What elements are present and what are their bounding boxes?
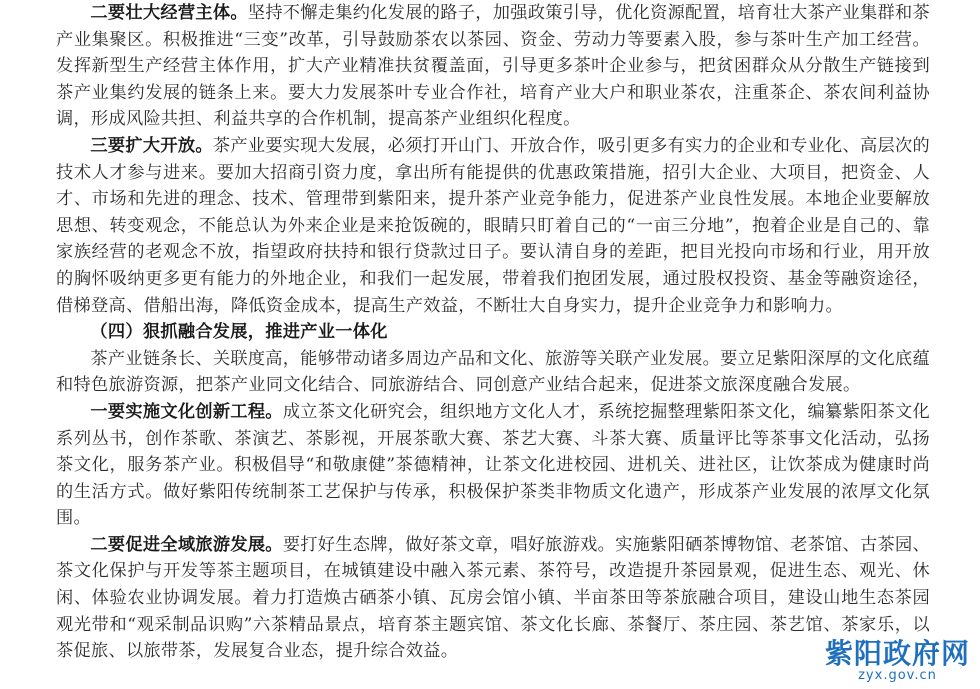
watermark-title: 紫阳政府网 bbox=[824, 637, 970, 670]
paragraph-text: 茶产业链条长、关联度高，能够带动诸多周边产品和文化、旅游等关联产业发展。要立足紫阳深厚的文化底蕴和特色旅游资源，把茶产业同文化结合、同旅游结合、同创意产业结合起来，促进茶文旅深度融合发展。 bbox=[56, 348, 930, 396]
paragraph-tourism bbox=[56, 532, 930, 665]
section-heading: （四）狠抓融合发展，推进产业一体化 bbox=[90, 322, 388, 343]
site-watermark bbox=[825, 639, 970, 683]
paragraph-lead: 三要扩大开放。 bbox=[90, 135, 213, 156]
paragraph-expand-operators bbox=[56, 0, 930, 133]
paragraph-culture-project bbox=[56, 399, 930, 532]
paragraph-text: 成立茶文化研究会，组织地方文化人才，系统挖掘整理紫阳茶文化，编纂紫阳茶文化系列丛书，创作茶歌、茶演艺、茶影视，开展茶歌大赛、茶艺大赛、斗茶大赛、质量评比等茶事文化活动，弘扬茶文化，服务茶产业。积极倡导“和敬康健”茶德精神，让茶文化进校园、进机关、进社区，让饮茶成为健康时尚的生活方式。做好紫阳传统制茶工艺保护与传承，积极保护茶类非物质文化遗产，形成茶产业发展的浓厚文化氛围。 bbox=[56, 401, 930, 529]
paragraph-opening-up bbox=[56, 133, 930, 319]
paragraph-text: 坚持不懈走集约化发展的路子，加强政策引导，优化资源配置，培育壮大茶产业集群和茶产业集聚区。积极推进“三变”改革，引导鼓励茶农以茶园、资金、劳动力等要素入股，参与茶叶生产加工经营。发挥新型生产经营主体作用，扩大产业精准扶贫覆盖面，引导更多茶叶企业参与，把贫困群众从分散生产链接到茶产业集约发展的链条上来。要大力发展茶叶专业合作社，培育产业大户和职业茶农，注重茶企、茶农间利益协调，形成风险共担、利益共享的合作机制，提高茶产业组织化程度。 bbox=[56, 3, 931, 130]
paragraph-lead: 一要实施文化创新工程。 bbox=[90, 401, 283, 422]
paragraph-lead: 二要促进全域旅游发展。 bbox=[90, 534, 283, 555]
paragraph-text: 茶产业要实现大发展，必须打开山门、开放合作，吸引更多有实力的企业和专业化、高层次的技术人才参与进来。要加大招商引资力度，拿出所有能提供的优惠政策措施，招引大企业、大项目，把资金、人才、市场和先进的理念、技术、管理带到紫阳来，提升茶产业竞争能力，促进茶产业良性发展。本地企业要解放思想、转变观念，不能总认为外来企业是来抢饭碗的，眼睛只盯着自己的“一亩三分地”，抱着企业是自己的、靠家族经营的老观念不放，指望政府扶持和银行贷款过日子。要认清自身的差距，把目光投向市场和行业，用开放的胸怀吸纳更多更有能力的外地企业，和我们一起发展，带着我们抱团发展，通过股权投资、基金等融资途径，借梯登高、借船出海，降低资金成本，提高生产效益，不断壮大自身实力，提升企业竞争力和影响力。 bbox=[56, 135, 930, 316]
paragraph-lead: 二要壮大经营主体。 bbox=[90, 3, 248, 23]
paragraph-text: 要打好生态牌，做好茶文章，唱好旅游戏。实施紫阳硒茶博物馆、老茶馆、古茶园、茶文化保护与开发等茶主题项目，在城镇建设中融入茶元素、茶符号，改造提升茶园景观，促进生态、观光、休闲、体验农业协调发展。着力打造焕古硒茶小镇、瓦房会馆小镇、半亩茶田等茶旅融合项目，建设山地生态茶园观光带和“观采制品识购”六茶精品景点，培育茶主题宾馆、茶文化长廊、茶餐厅、茶庄园、茶艺馆、茶家乐，以茶促旅、以旅带茶，发展复合业态，提升综合效益。 bbox=[56, 534, 930, 662]
watermark-domain: zyx.gov.cn bbox=[858, 668, 937, 683]
document-body bbox=[56, 0, 930, 665]
paragraph-integration-intro bbox=[56, 346, 930, 399]
